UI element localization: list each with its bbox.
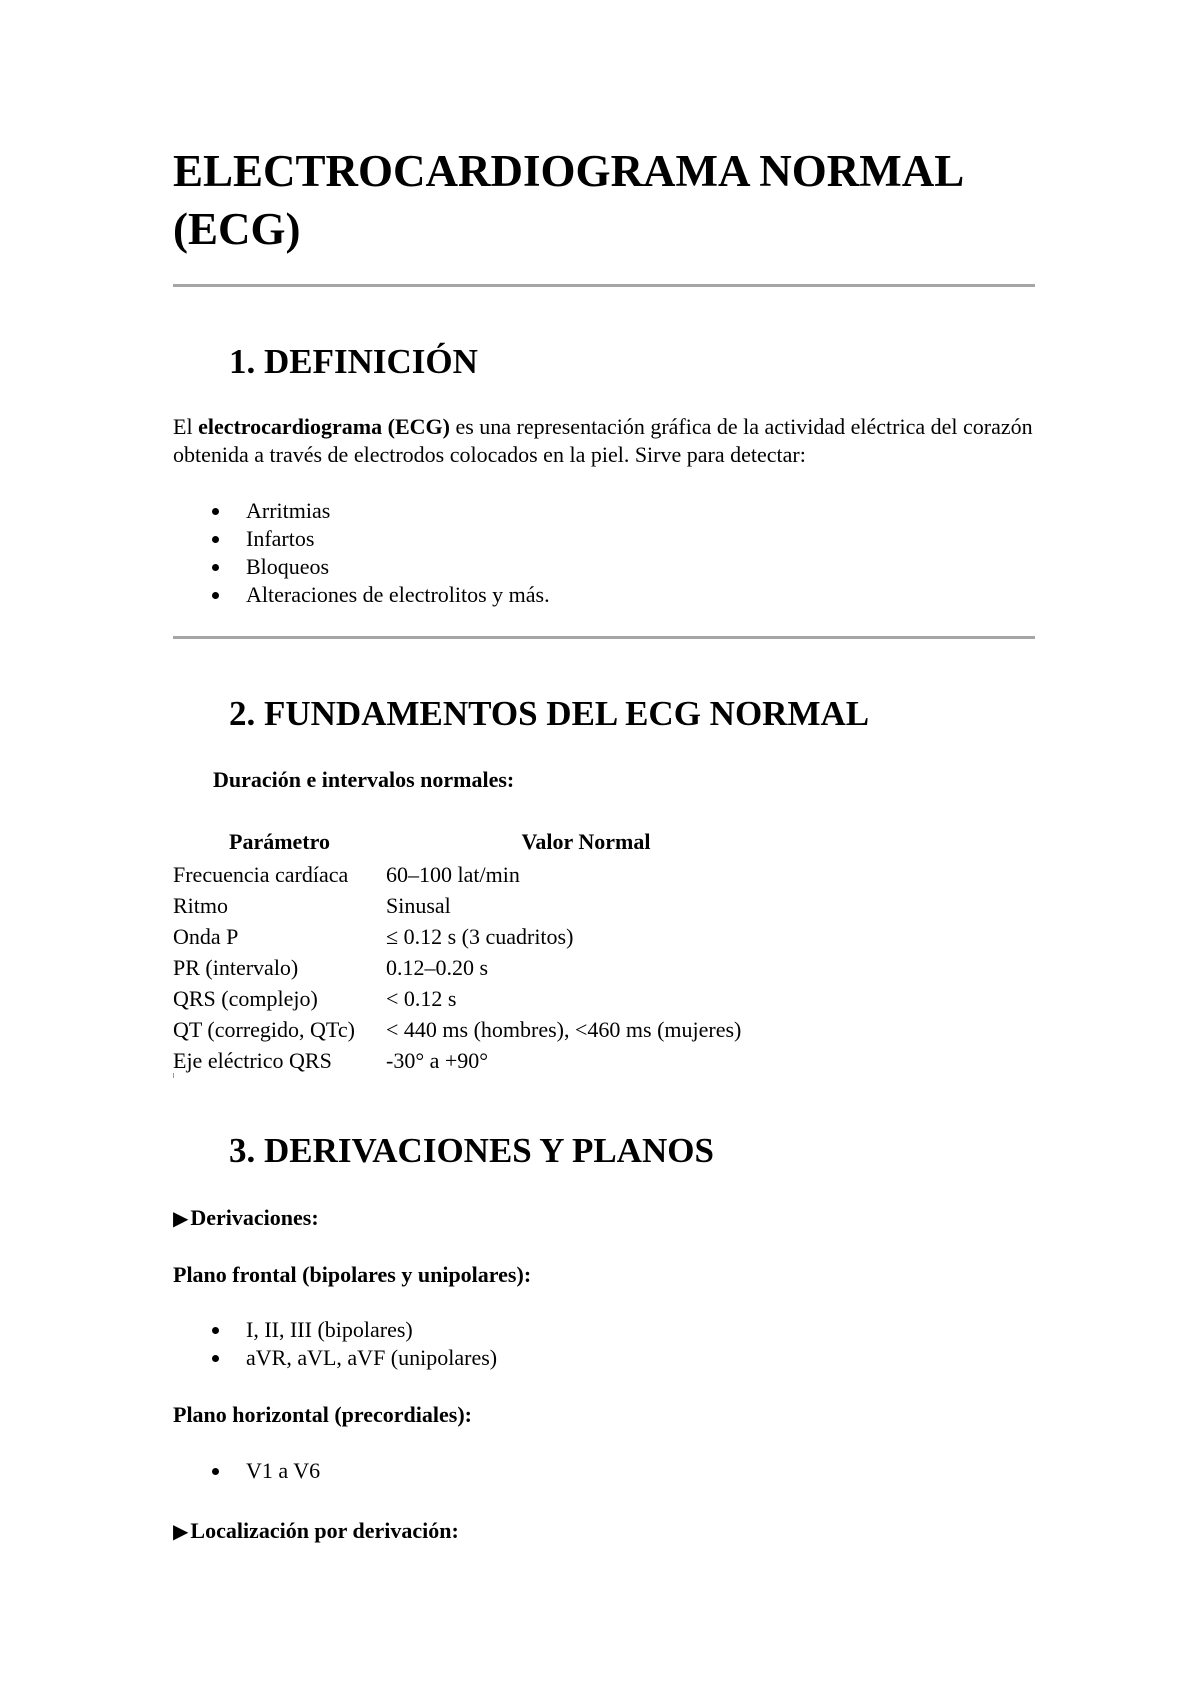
section-1-heading: 1. DEFINICIÓN [229,342,478,381]
list-item: Arritmias [173,497,550,525]
table-cell: Onda P [173,923,239,949]
column-header-parameter: Parámetro [229,829,330,854]
detection-list [173,497,550,609]
section-2-heading: 2. FUNDAMENTOS DEL ECG NORMAL [229,694,870,733]
horizontal-plane-label: Plano horizontal (precordiales): [173,1402,472,1427]
definition-paragraph [173,413,1043,469]
definition-text: es una representación gráfica de la actividad eléctrica del corazón obtenida a través de electrodos colocados en la piel. Sirve para detectar: [173,414,1033,467]
list-item: I, II, III (bipolares) [173,1316,497,1344]
table-cell: PR (intervalo) [173,954,299,980]
column-header-value: Valor Normal [521,829,651,854]
table-end-mark [173,1073,174,1078]
document-title: ELECTROCARDIOGRAMA NORMAL (ECG) [173,146,962,254]
table-cell: QRS (complejo) [173,985,318,1011]
table-cell: < 440 ms (hombres), <460 ms (mujeres) [386,1016,742,1042]
definition-term: electrocardiograma (ECG) [198,414,450,439]
table-row [173,952,786,983]
table-header-row [173,825,786,859]
table-row [173,921,786,952]
normal-values-table [173,825,786,1076]
table-cell: -30° a +90° [386,1047,489,1073]
localizacion-heading [173,1517,459,1546]
derivaciones-heading [173,1204,319,1233]
table-row [173,983,786,1014]
horizontal-rule [173,636,1035,639]
precordial-leads-list [173,1457,320,1485]
localizacion-label: Localización por derivación: [190,1518,459,1543]
table-row [173,1045,786,1076]
horizontal-rule [173,284,1035,287]
play-arrow-icon: ▶ [173,1521,189,1543]
frontal-leads-list [173,1316,497,1372]
table-row [173,890,786,921]
table-cell: Ritmo [173,892,229,918]
table-cell: Frecuencia cardíaca [173,861,349,887]
table-cell: ≤ 0.12 s (3 cuadritos) [386,923,574,949]
definition-prefix: El [173,414,199,439]
play-arrow-icon: ▶ [173,1208,189,1230]
derivaciones-label: Derivaciones: [190,1205,319,1230]
table-row [173,1014,786,1045]
table-cell: 0.12–0.20 s [386,954,489,980]
table-cell: Sinusal [386,892,451,918]
list-item: Bloqueos [173,553,550,581]
list-item: aVR, aVL, aVF (unipolares) [173,1344,497,1372]
list-item: Alteraciones de electrolitos y más. [173,581,550,609]
table-row [173,859,786,890]
list-item: Infartos [173,525,550,553]
frontal-plane-label: Plano frontal (bipolares y unipolares): [173,1262,532,1287]
table-cell: 60–100 lat/min [386,861,520,887]
table-cell: < 0.12 s [386,985,457,1011]
intervals-subheading: Duración e intervalos normales: [213,767,515,792]
table-cell: QT (corregido, QTc) [173,1016,355,1042]
table-cell: Eje eléctrico QRS [173,1047,332,1073]
section-3-heading: 3. DERIVACIONES Y PLANOS [229,1131,714,1170]
list-item: V1 a V6 [173,1457,320,1485]
